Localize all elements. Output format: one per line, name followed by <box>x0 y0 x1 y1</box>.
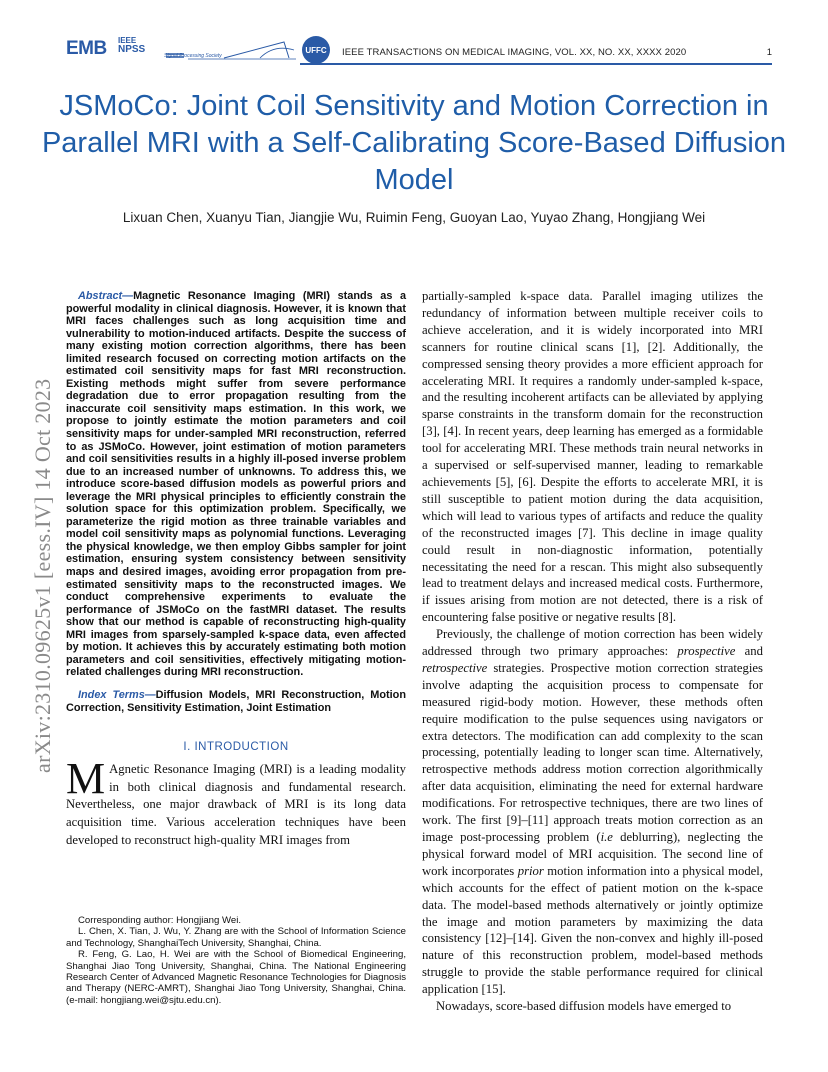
ieee-npss-logo <box>118 36 158 54</box>
signal-processing-society-logo <box>164 40 299 62</box>
body-paragraph-3: Nowadays, score-based diffusion models have emerged to <box>436 999 732 1014</box>
drop-cap: M <box>66 753 106 803</box>
section-heading-introduction: I. INTRODUCTION <box>183 740 289 753</box>
p2-emphasis-prospective: prospective <box>677 644 736 659</box>
intro-text: Agnetic Resonance Imaging (MRI) is a leading modality in both clinical diagnosis and fundamental research. Nevertheless, one major drawback of MRI is its long data acquisition time. Various acceleration techniques have been developed to reconstruct high-quality MRI images from <box>66 761 406 847</box>
footnote-affiliation-1: L. Chen, X. Tian, J. Wu, Y. Zhang are with the School of Information Science and Technology, ShanghaiTech University, Shanghai, China. <box>66 926 406 949</box>
p2-text-e: motion information into a physical model, which accounts for the effect of patient motion on the k-space data. The model-based methods alternatively or jointly optimize the image and motion parameters by maximizing the data consistency [12]–[14]. Given the non-convex and highly ill-posed nature of this reconstruction problem, model-based methods struggle to provide the stable performance required for clinical application [15]. <box>422 863 763 997</box>
abstract-text: Magnetic Resonance Imaging (MRI) stands as a powerful modality in clinical diagnosis. However, it is known that MRI faces challenges such as long acquisition time and vulnerability to motion-induced artifacts. Despite the success of many existing motion correction algorithms, there has been limited research focused on correcting motion artifacts on the estimated coil sensitivity maps for fast MRI reconstruction. Existing methods might suffer from severe performance degradation due to error propagation resulting from the inaccurate coil sensitivity maps estimation. In this work, we propose to jointly estimate the motion parameters and coil sensitivity maps for under-sampled MRI reconstruction, referred to as JSMoCo. However, joint estimation of motion parameters and coil sensitivities results in a highly ill-posed inverse problem due to an increased number of unknowns. To address this, we introduce score-based diffusion models as powerful priors and leverage the MRI physical principles to efficiently constrain the solution space for this optimization problem. Specifically, we parameterize the rigid motion as three trainable variables and model coil sensitivity maps as polynomial functions. Leveraging the physical knowledge, we then employ Gibbs sampler for joint estimation, ensuring system consistency between sensitivity maps and desired images, avoiding error propagation from pre-estimated sensitivity maps to the reconstructed images. We conduct comprehensive experiments to evaluate the performance of JSMoCo on the fastMRI dataset. The results show that our method is capable of reconstructing high-quality MRI images from sparsely-sampled k-space data, even affected by motion. It achieves this by accurately estimating both motion parameters and coil sensitivities, effectively mitigating motion-related challenges during MRI reconstruction. <box>66 290 406 679</box>
intro-paragraph <box>66 753 406 850</box>
index-terms-text: Diffusion Models, MRI Reconstruction, Motion Correction, Sensitivity Estimation, Joint Estimation <box>66 688 406 714</box>
body-paragraph-2 <box>422 626 763 998</box>
journal-name: IEEE TRANSACTIONS ON MEDICAL IMAGING, VOL. XX, NO. XX, XXXX 2020 <box>342 47 687 58</box>
abstract-label: Abstract— <box>78 290 134 302</box>
footnote-affiliation-2: R. Feng, G. Lao, H. Wei are with the School of Biomedical Engineering, Shanghai Jiao Tong University, Shanghai, China. The National Engineering Research Center of Advanced Magnetic Resonance Technologies for Diagnosis and Therapy (NERC-AMRT), Shanghai Jiao Tong University, Shanghai, China. (e-mail: hongjiang.wei@sjtu.edu.cn). <box>66 949 406 1006</box>
sps-logo-text: Signal Processing Society <box>164 53 222 59</box>
uffc-logo: UFFC <box>302 36 330 64</box>
emb-logo: EMB <box>66 38 107 59</box>
left-column <box>66 290 406 849</box>
footnote-corresponding: Corresponding author: Hongjiang Wei. <box>78 915 242 926</box>
p2-text-a: Previously, the challenge of motion correction has been widely addressed through two primary approaches: <box>422 627 763 659</box>
index-terms-label: Index Terms— <box>78 688 156 701</box>
npss-logo-text: NPSS <box>118 44 146 55</box>
abstract <box>66 290 406 679</box>
p2-text-c: strategies. Prospective motion correction strategies involve adapting the acquisition process to compensate for measured rigid-body motion. However, these methods often require modification to the pulse sequences using navigators or extra detectors. The modification can add complexity to the scan processing, potentially leading to longer scan time. Alternatively, retrospective methods address motion correction algorithmically after data acquisition, eliminating the need for external hardware modifications. For retrospective techniques, there are two lines of work. The first [9]–[11] approach treats motion correction as an image post-processing problem ( <box>422 660 763 844</box>
header-rule <box>300 63 772 65</box>
p2-emphasis-prior: prior <box>517 863 544 878</box>
right-column <box>422 288 763 1015</box>
page-header <box>66 36 772 66</box>
arxiv-stamp: arXiv:2310.09625v1 [eess.IV] 14 Oct 2023 <box>30 378 55 773</box>
paper-title: JSMoCo: Joint Coil Sensitivity and Motion Correction in Parallel MRI with a Self-Calibrating Score-Based Diffusion Model <box>41 90 787 196</box>
p2-emphasis-retrospective: retrospective <box>422 660 488 675</box>
author-list: Lixuan Chen, Xuanyu Tian, Jiangjie Wu, Ruimin Feng, Guoyan Lao, Yuyao Zhang, Hongjiang Wei <box>122 210 706 225</box>
p2-text-d: deblurring), neglecting the physical forward model of MRI acquisition. The second line of work incorporates <box>422 830 763 878</box>
body-paragraph-1: partially-sampled k-space data. Parallel imaging utilizes the redundancy of information between multiple receiver coils to achieve acceleration, and it is widely incorporated into MRI scanners for routine clinical scans [1], [2]. Additionally, the compressed sensing theory provides a more efficient approach for accelerating MRI. It requires a randomly under-sampled k-space, and the resulting incoherent artifacts can be alleviated by applying sparse constraints in the transform domain for the reconstruction [3], [4]. In recent years, deep learning has emerged as a formidable tool for accelerating MRI. These methods train neural networks in a supervised or self-supervised manner, leading to remarkable achievements [5], [6]. Despite the efforts to accelerate MRI, it is still susceptible to patient motion during the data acquisition, which will lead to various types of artifacts and reduce the quality of the reconstructed images [7]. This decline in image quality could result in non-diagnostic information, potentially necessitating the need for a rescan. This might also subsequently lead to treatment delays and increased medical costs. Furthermore, if issues arising from motion are not detected, there is a risk of encountering false positive or negative results [8]. <box>422 289 763 625</box>
footnotes <box>66 915 406 1006</box>
index-terms <box>66 689 406 715</box>
page-number: 1 <box>766 47 772 58</box>
p2-emphasis-ie: i.e <box>600 830 613 844</box>
ieee-logo-text: IEEE <box>118 36 137 45</box>
p2-text-b: and <box>735 644 763 659</box>
